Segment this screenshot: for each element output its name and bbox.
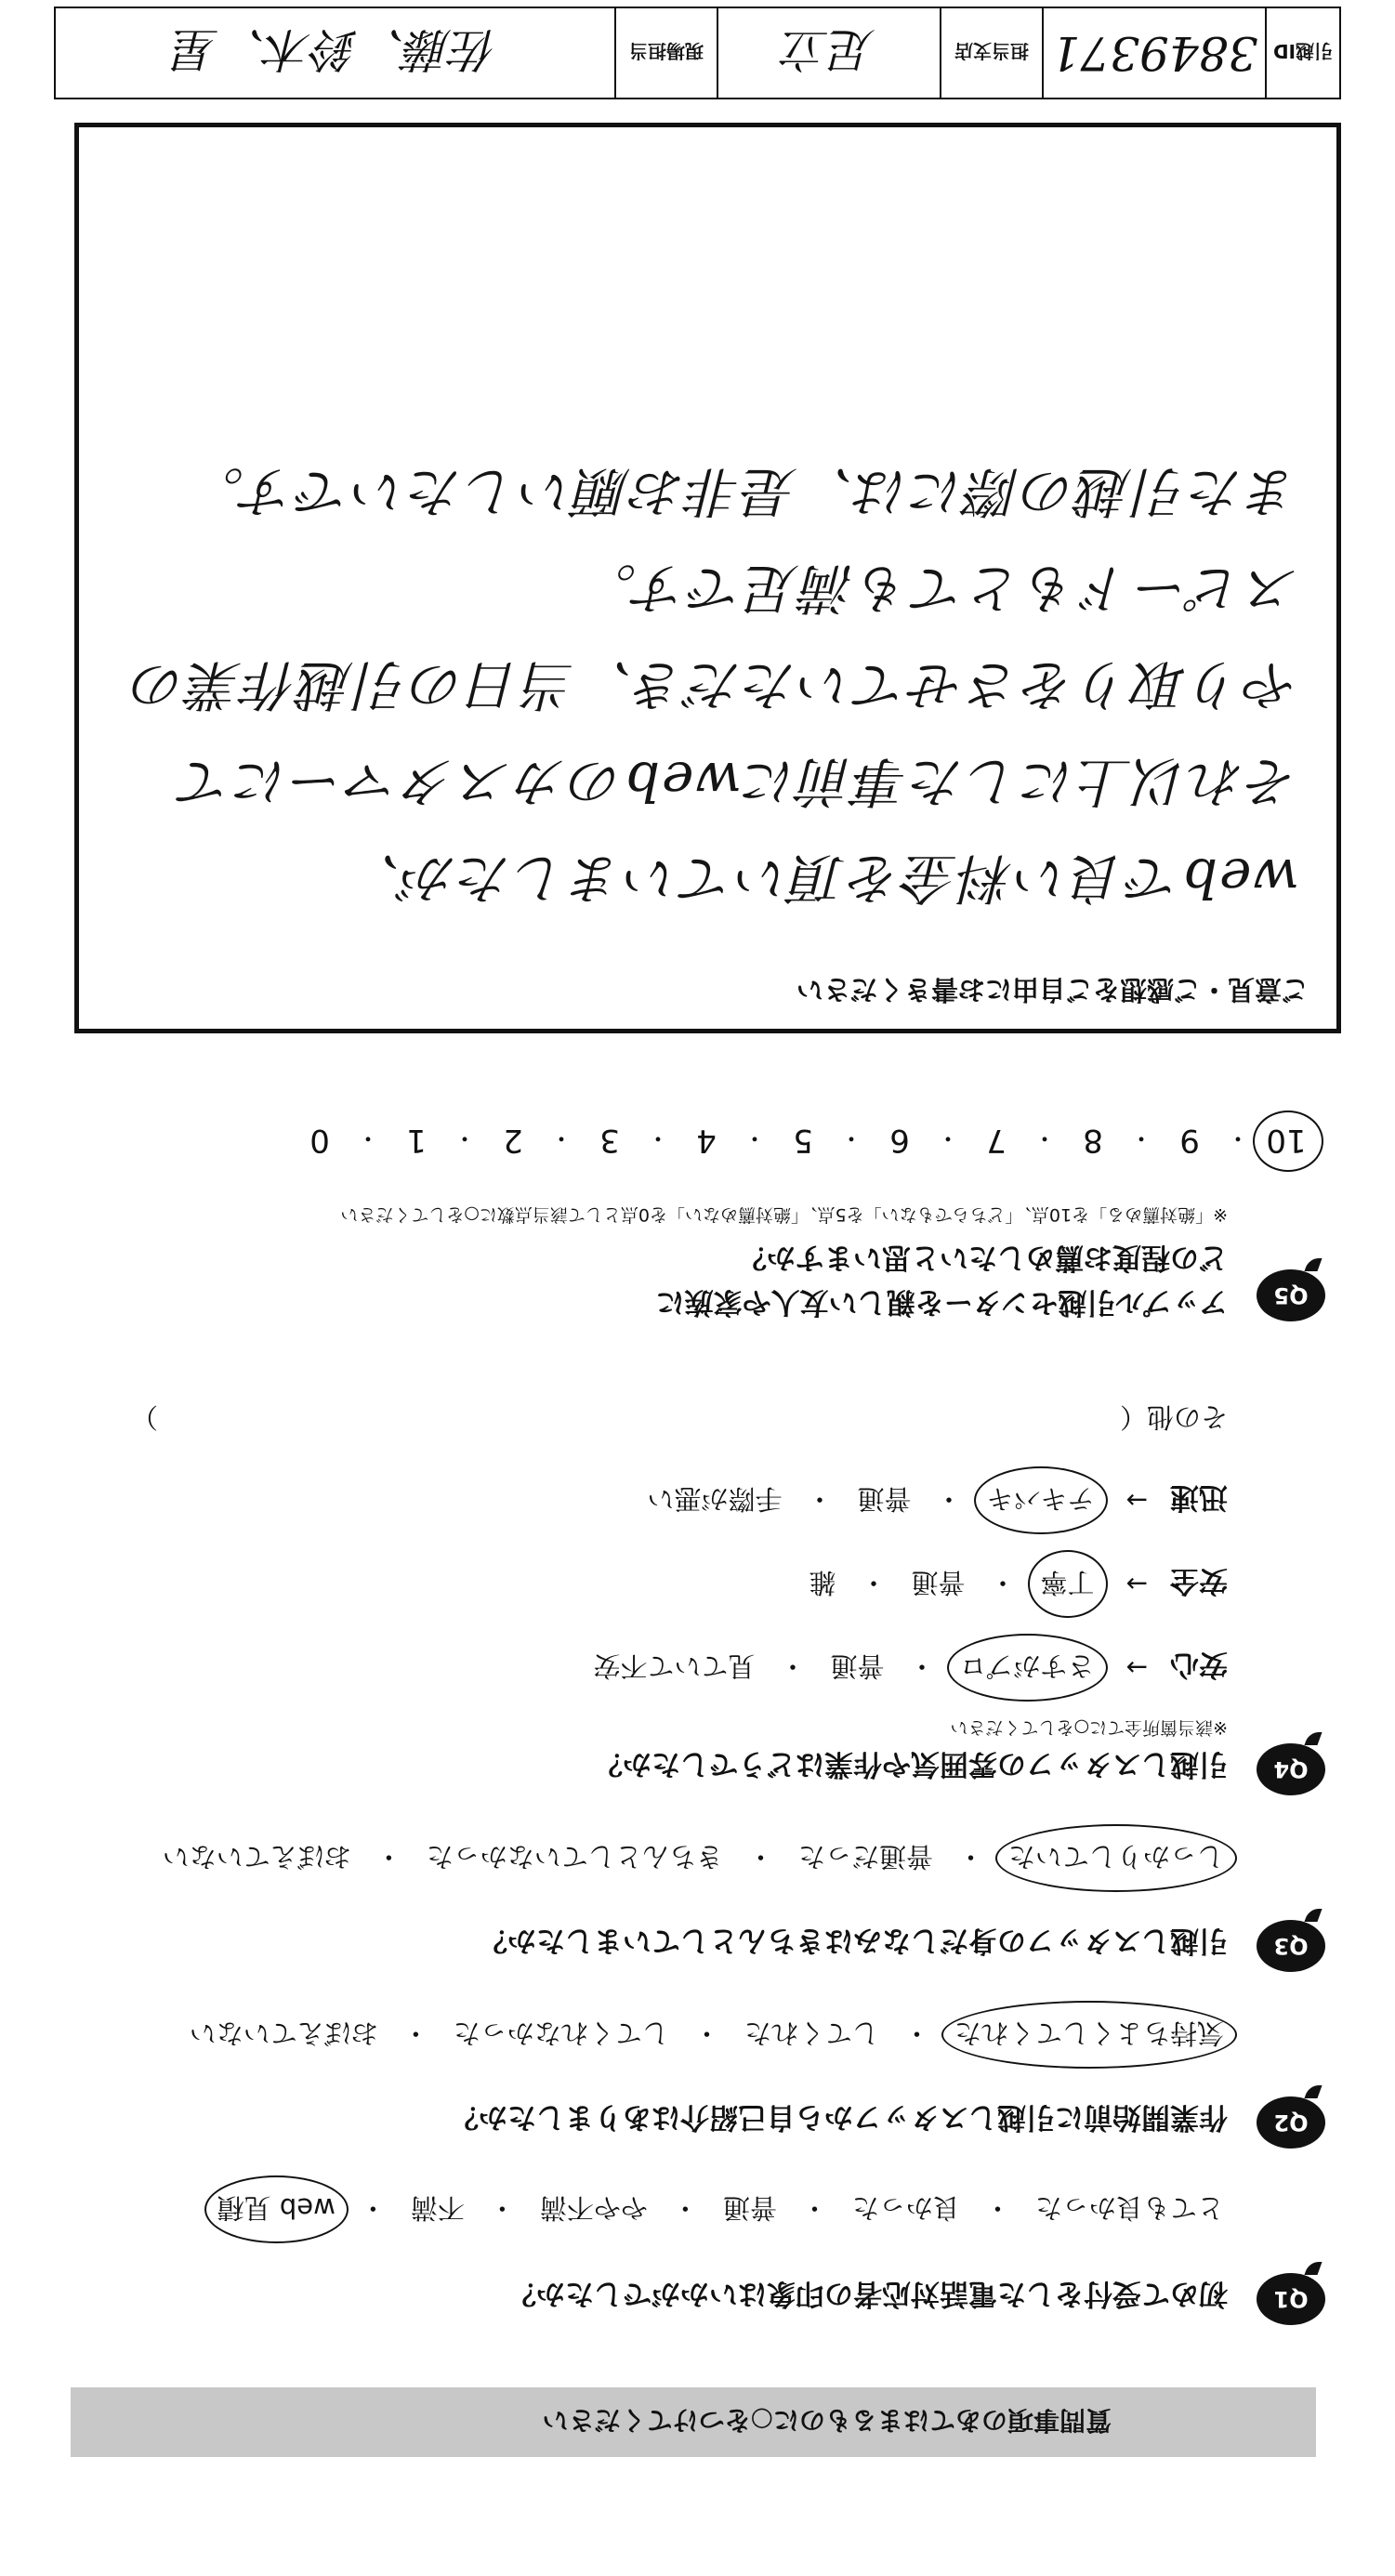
q1-option-6[interactable]: web 見積 [214, 2188, 339, 2230]
q5-badge: Q5 [1257, 1269, 1325, 1321]
q5-scale-1[interactable]: 1 [406, 1122, 427, 1159]
q3-option-4[interactable]: おぼえていない [162, 1841, 351, 1873]
arrow-right-icon: → [1125, 1485, 1148, 1516]
q1-question: 初めて受付をした電話対応者の印象はいかがでしたか？ [507, 2277, 1228, 2310]
q4-row-label: 迅速 [1170, 1480, 1228, 1514]
q5-question-line-2: どの程度お薦めしたいと思いますか？ [738, 1241, 1228, 1274]
q5-scale-5[interactable]: 5 [793, 1122, 813, 1159]
arrow-right-icon: → [1125, 1652, 1148, 1683]
q5-note: ※「絶対薦める」を10点、「どちらでもない」を5点、「絶対薦めない」を0点として該当点数に○をしてください [340, 1204, 1228, 1225]
q4-note: ※該当箇所全てに○をしてください [950, 1717, 1228, 1738]
staff-label: 現場担当 [629, 40, 704, 63]
comment-header: ご意見・ご感想をご自由にお書きください [796, 974, 1309, 1005]
q5-scale-0[interactable]: 0 [309, 1122, 330, 1159]
q2-option-3[interactable]: してくれなかった [453, 2017, 669, 2049]
q5-scale-7[interactable]: 7 [986, 1122, 1007, 1159]
q4-row-label: 安心 [1170, 1648, 1228, 1681]
q2-options: 気持ちよくしてくれた ・ してくれた ・ してくれなかった ・ おぼえていない [186, 2014, 1228, 2056]
handwritten-comment [100, 443, 1299, 927]
q1-option-4[interactable]: やや不満 [539, 2192, 648, 2224]
branch-value: 足立 [783, 22, 875, 76]
comment-line-4: スピードもとても満足です。 [580, 557, 1299, 620]
q5-scale: 10 ・ 9 ・ 8 ・ 7 ・ 6 ・ 5 ・ 4 ・ 3 ・ 2 ・ 1 ・ 0 [173, 1122, 1307, 1159]
q4-question: 引越しスタッフの雰囲気や作業はどうでしたか？ [594, 1747, 1228, 1781]
q4-other-row [131, 1400, 1228, 1438]
q2-badge: Q2 [1257, 2096, 1325, 2149]
q5-scale-4[interactable]: 4 [696, 1122, 717, 1159]
q4-anzen-option-3[interactable]: 雑 [809, 1567, 836, 1598]
q4-anshin-option-1[interactable]: さすがプロ [956, 1647, 1099, 1689]
q1-badge: Q1 [1257, 2273, 1325, 2325]
staff-value-cell [56, 8, 614, 98]
q5-question-line-1: アップル引越センターを親しい友人や家族に [655, 1285, 1228, 1319]
q2-option-4[interactable]: おぼえていない [189, 2017, 378, 2049]
q4-row-jinsoku: 迅速 → テキパキ ・ 普通 ・ 手際が悪い [643, 1479, 1228, 1521]
q4-row-anzen: 安全 → 丁寧 ・ 普通 ・ 雑 [805, 1563, 1228, 1605]
q1-option-1[interactable]: とても良かった [1034, 2192, 1224, 2224]
q4-anshin-option-2[interactable]: 普通 [830, 1650, 885, 1682]
comment-line-3: やり取りをさせていただき、当日の引越作業の [130, 653, 1299, 716]
q4-anzen-option-2[interactable]: 普通 [911, 1567, 966, 1598]
q1-option-2[interactable]: 良かった [851, 2192, 960, 2224]
q3-badge: Q3 [1257, 1920, 1325, 1972]
q5-scale-3[interactable]: 3 [599, 1122, 620, 1159]
q4-badge: Q4 [1257, 1743, 1325, 1795]
q3-option-3[interactable]: きちんとしていなかった [426, 1841, 723, 1873]
comment-box[interactable] [74, 123, 1341, 1033]
q4-anzen-option-1[interactable]: 丁寧 [1037, 1563, 1099, 1605]
q2-option-1[interactable]: 気持ちよくしてくれた [951, 2014, 1228, 2056]
q5-scale-2[interactable]: 2 [503, 1122, 523, 1159]
q3-option-2[interactable]: 普通だった [797, 1841, 933, 1873]
move-id-value: 3849371 [1050, 26, 1258, 80]
instruction-bar [71, 2387, 1316, 2457]
staff-label-cell [614, 8, 717, 98]
q2-option-2[interactable]: してくれた [744, 2017, 879, 2049]
branch-label: 担当支店 [954, 40, 1029, 63]
q5-scale-10[interactable]: 10 [1266, 1122, 1307, 1159]
q3-option-1[interactable]: しっかりしていた [1005, 1837, 1228, 1879]
q4-row-label: 安全 [1170, 1564, 1228, 1597]
q2-question: 作業開始前に引越しスタッフから自己紹介はありましたか？ [450, 2100, 1228, 2134]
branch-value-cell [717, 8, 940, 98]
q3-options: しっかりしていた ・ 普通だった ・ きちんとしていなかった ・ おぼえていない [159, 1837, 1228, 1879]
q1-option-5[interactable]: 不満 [410, 2192, 465, 2224]
q4-other-label: その他（ [1119, 1401, 1228, 1433]
comment-line-5: また引越の際には、是非お願いしたいです。 [188, 460, 1299, 523]
comment-line-2: それ以上にした事前にwebのカスタマーにて [177, 750, 1299, 813]
move-id-label: 引越ID [1272, 40, 1334, 63]
q1-option-3[interactable]: 普通 [722, 2192, 777, 2224]
comment-line-1: webで良い料金を頂いていましたが、 [344, 847, 1299, 910]
q1-options: とても良かった ・ 良かった ・ 普通 ・ やや不満 ・ 不満 ・ web 見積 [214, 2188, 1228, 2230]
arrow-right-icon: → [1125, 1569, 1148, 1599]
q4-row-anshin: 安心 → さすがプロ ・ 普通 ・ 見ていて不安 [589, 1647, 1228, 1689]
staff-value: 佐藤、鈴木、星 [172, 22, 498, 76]
move-id-label-cell [1265, 8, 1339, 98]
branch-label-cell [940, 8, 1042, 98]
q4-other-close: ） [131, 1401, 159, 1433]
q4-jinsoku-option-3[interactable]: 手際が悪い [647, 1483, 783, 1515]
q4-anshin-option-3[interactable]: 見ていて不安 [593, 1650, 756, 1682]
staff-table [54, 7, 1341, 99]
q4-jinsoku-option-1[interactable]: テキパキ [983, 1479, 1099, 1521]
q4-jinsoku-option-2[interactable]: 普通 [857, 1483, 912, 1515]
q5-scale-6[interactable]: 6 [889, 1122, 910, 1159]
q5-scale-8[interactable]: 8 [1083, 1122, 1103, 1159]
move-id-value-cell [1042, 8, 1265, 98]
q3-question: 引越しスタッフの身だしなみはきちんとしていましたか？ [479, 1924, 1228, 1957]
q5-scale-9[interactable]: 9 [1179, 1122, 1200, 1159]
instruction-text: 質問事項のあてはまるものに○をつけてください [542, 2405, 1112, 2437]
